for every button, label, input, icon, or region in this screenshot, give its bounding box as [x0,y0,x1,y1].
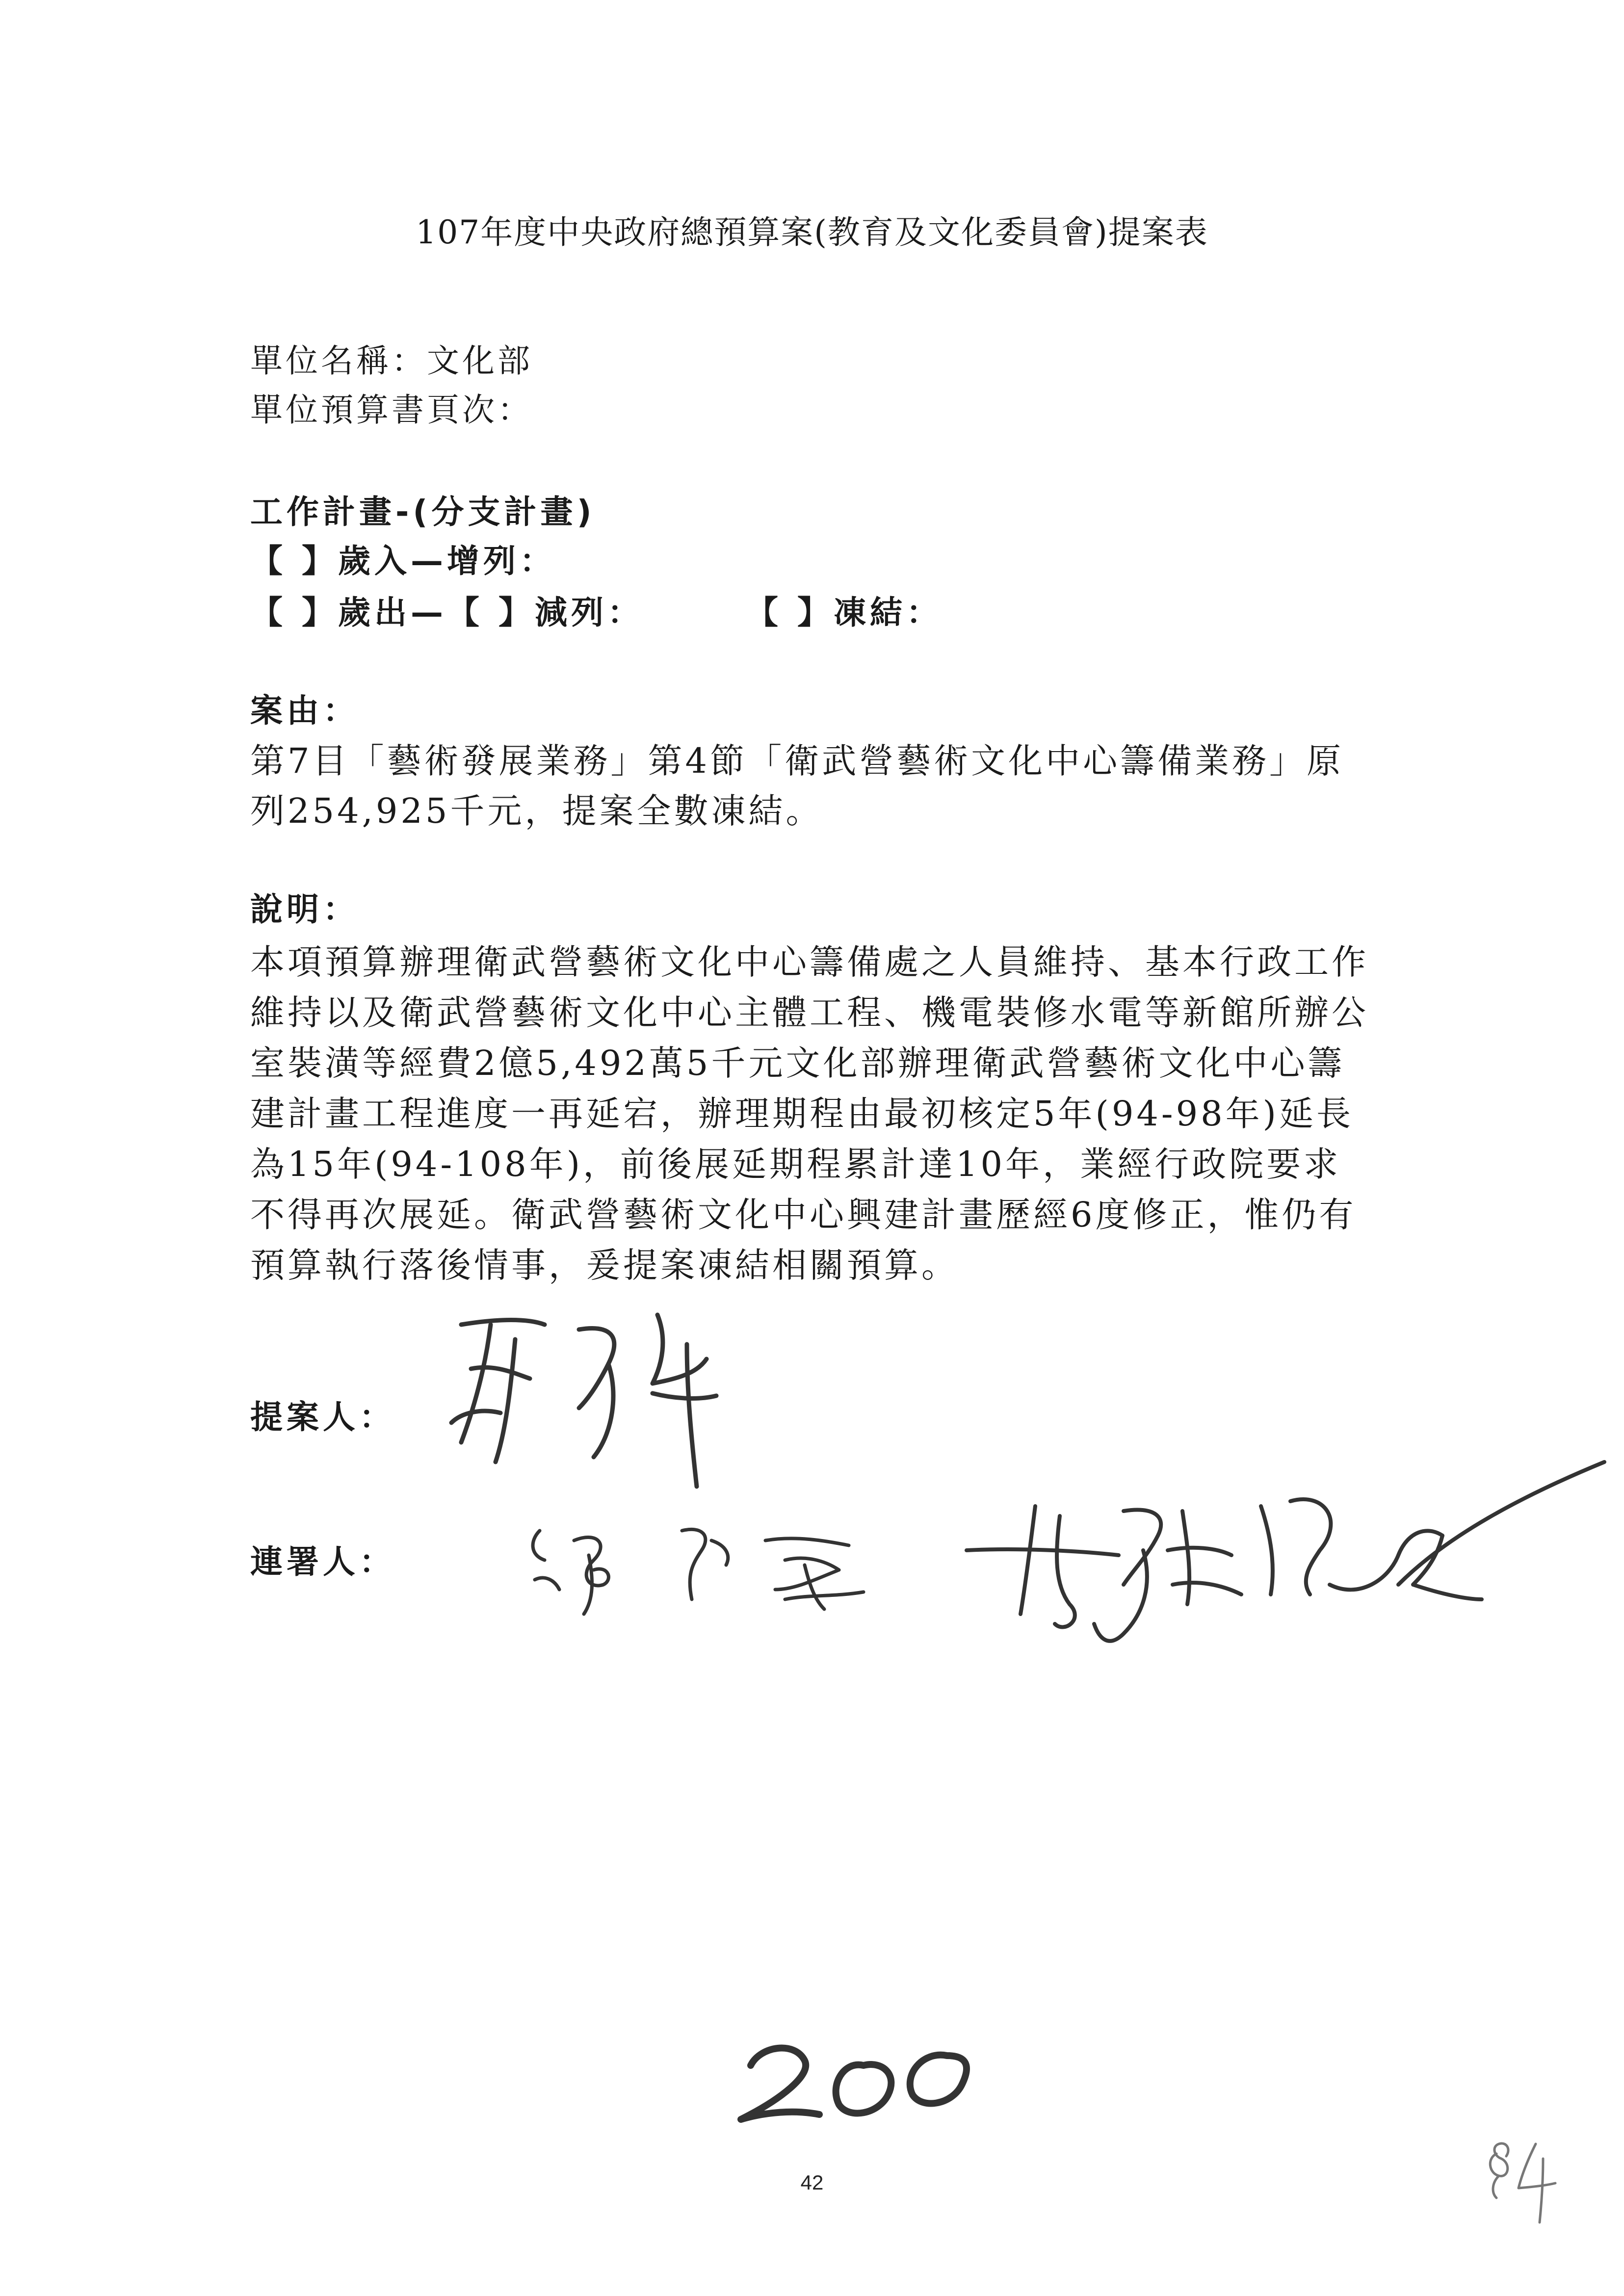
handwritten-corner-number [1477,2129,1565,2227]
explanation-line: 建計畫工程進度一再延宕，辦理期程由最初核定5年(94-98年)延長 [250,1094,1354,1134]
freeze-line: 【 】凍結： [746,594,943,631]
work-plan-line: 工作計畫-(分支計畫) [250,493,596,531]
proposer-signature [432,1295,775,1501]
document-title: 107年度中央政府總預算案(教育及文化委員會)提案表 [416,213,1208,251]
handwritten-number [721,2021,996,2129]
revenue-increase-line: 【 】歲入—增列： [250,542,556,580]
unit-name: 單位名稱：文化部 [250,342,533,380]
explanation-line: 維持以及衛武營藝術文化中心主體工程、機電裝修水電等新館所辦公 [250,992,1369,1033]
expenditure-reduce-line: 【 】歲出—【 】減列： [250,594,644,631]
explanation-heading: 說明： [250,890,359,928]
page-number: 42 [800,2171,824,2194]
explanation-line: 預算執行落後情事，爰提案凍結相關預算。 [250,1245,959,1285]
cosigner-signature-1 [520,1511,873,1624]
cosigner-signature-2 [957,1437,1614,1683]
reason-line: 第7目「藝術發展業務」第4節「衛武營藝術文化中心籌備業務」原 [250,741,1344,781]
unit-budget-page: 單位預算書頁次： [250,391,533,429]
reason-heading: 案由： [250,692,359,730]
explanation-line: 不得再次展延。衛武營藝術文化中心興建計畫歷經6度修正，惟仍有 [250,1195,1357,1235]
explanation-line: 室裝潢等經費2億5,492萬5千元文化部辦理衛武營藝術文化中心籌 [250,1043,1345,1083]
explanation-line: 本項預算辦理衛武營藝術文化中心籌備處之人員維持、基本行政工作 [250,942,1369,982]
proposer-label: 提案人： [250,1398,395,1436]
reason-line: 列254,925千元，提案全數凍結。 [250,791,823,831]
explanation-line: 為15年(94-108年)，前後展延期程累計達10年，業經行政院要求 [250,1144,1341,1184]
cosigner-label: 連署人： [250,1543,395,1581]
